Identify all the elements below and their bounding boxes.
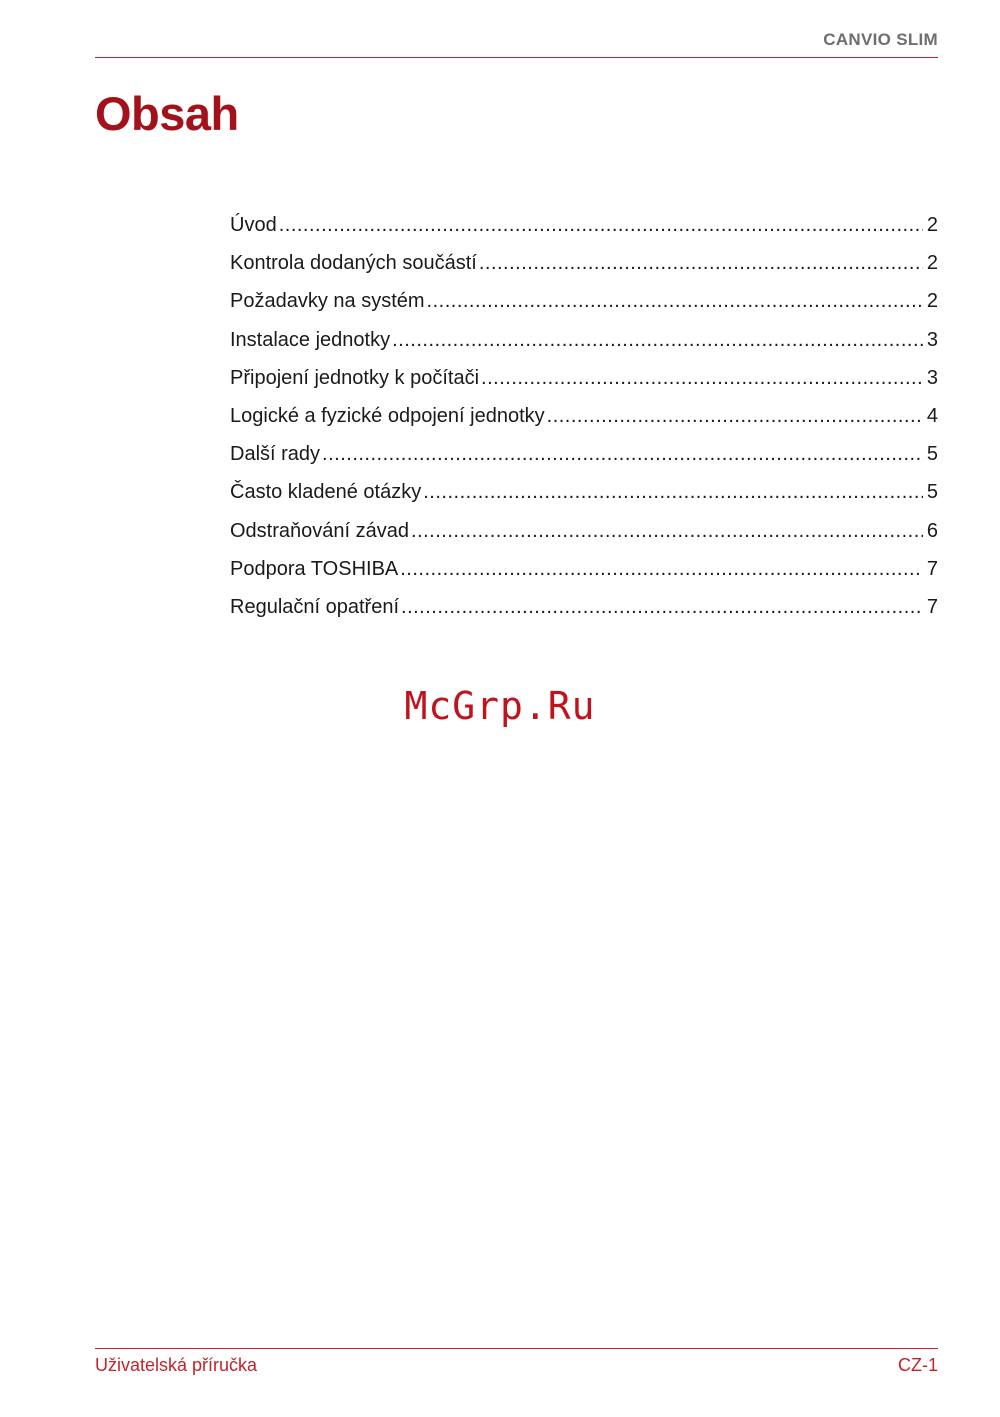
toc-entry[interactable] [230, 248, 938, 286]
toc-leader [411, 516, 923, 546]
footer-rule [95, 1348, 938, 1349]
toc-leader [481, 363, 923, 393]
toc-entry-label: Logické a fyzické odpojení jednotky [230, 404, 545, 427]
toc-leader [279, 210, 923, 240]
toc-leader [401, 592, 923, 622]
toc-leader [423, 477, 923, 507]
toc-entry[interactable] [230, 363, 938, 401]
toc-leader [547, 401, 923, 431]
toc-entry-page: 3 [926, 328, 938, 351]
toc-entry-page: 5 [926, 443, 938, 466]
toc-entry-label: Odstraňování závad [230, 519, 409, 542]
toc-entry-label: Instalace jednotky [230, 328, 391, 351]
toc-entry-label: Požadavky na systém [230, 290, 425, 313]
toc-entry[interactable] [230, 325, 938, 363]
toc-leader [427, 286, 923, 316]
footer-page-number: CZ-1 [898, 1355, 938, 1375]
page-title: Obsah [95, 87, 239, 140]
toc-entry-page: 6 [926, 519, 938, 542]
toc-entry-label: Úvod [230, 214, 277, 236]
toc-entry-page: 3 [926, 366, 938, 389]
toc-entry-page: 7 [926, 557, 938, 580]
toc-entry-label: Často kladené otázky [230, 481, 422, 504]
toc-leader [392, 325, 923, 355]
toc-entry[interactable] [230, 516, 938, 554]
header-product-name: CANVIO SLIM [823, 30, 938, 49]
toc-entry[interactable] [230, 286, 938, 324]
toc-entry[interactable] [230, 439, 938, 477]
toc-entry-label: Regulační opatření [230, 595, 400, 618]
toc-entry-page: 5 [926, 481, 938, 504]
header-rule [95, 57, 938, 58]
footer-manual-name: Uživatelská příručka [95, 1355, 258, 1375]
toc-entry-page: 2 [926, 252, 938, 275]
toc-entry-page: 2 [926, 214, 938, 236]
toc-entry-label: Kontrola dodaných součástí [230, 252, 477, 275]
toc-leader [479, 248, 923, 278]
toc-entry-label: Další rady [230, 443, 321, 466]
toc-entry-page: 4 [926, 404, 938, 427]
watermark: McGrp.Ru [404, 684, 596, 728]
toc-entry-page: 2 [926, 290, 938, 313]
toc-entry[interactable] [230, 477, 938, 515]
toc-leader [322, 439, 923, 469]
table-of-contents [230, 210, 938, 630]
toc-entry-page: 7 [926, 595, 938, 618]
toc-entry[interactable] [230, 401, 938, 439]
toc-entry[interactable] [230, 554, 938, 592]
toc-leader [400, 554, 923, 584]
toc-entry-label: Podpora TOSHIBA [230, 557, 399, 580]
toc-entry[interactable] [230, 210, 938, 248]
toc-entry[interactable] [230, 592, 938, 630]
toc-entry-label: Připojení jednotky k počítači [230, 366, 480, 389]
